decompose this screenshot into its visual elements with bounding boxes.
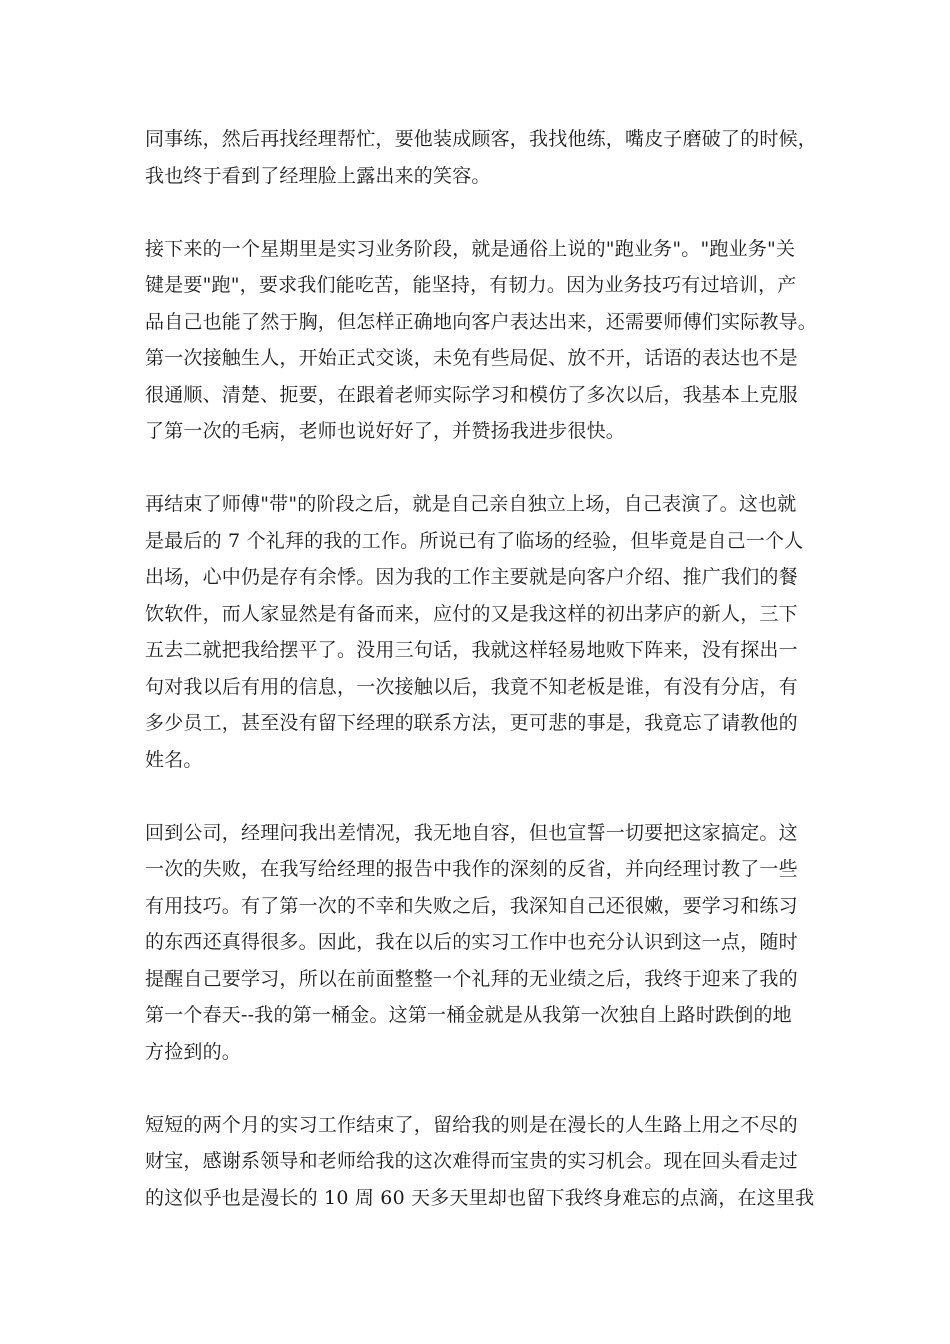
text-line: 了第一次的毛病，老师也说好好了，并赞扬我进步很快。 bbox=[145, 420, 626, 442]
paragraph-5 bbox=[145, 1107, 815, 1217]
text-line: 方捡到的。 bbox=[145, 1040, 242, 1063]
text-line: 姓名。 bbox=[145, 748, 203, 771]
text-line: 键是要"跑"，要求我们能吃苦，能坚持，有韧力。因为业务技巧有过培训，产 bbox=[145, 274, 797, 296]
text-line: 饮软件，而人家显然是有备而来，应付的又是我这样的初出茅庐的新人，三下 bbox=[145, 602, 798, 625]
text-line: 的东西还真得很多。因此，我在以后的实习工作中也充分认识到这一点，随时 bbox=[145, 931, 798, 953]
text-line: 一次的失败，在我写给经理的报告中我作的深刻的反省，并向经理讨教了一些 bbox=[145, 858, 798, 880]
text-line: 再结束了师傅"带"的阶段之后，就是自己亲自独立上场，自己表演了。这也就 bbox=[145, 493, 797, 515]
paragraph-1 bbox=[145, 121, 818, 194]
paragraph-2 bbox=[145, 231, 818, 450]
text-line: 回到公司，经理问我出差情况，我无地自容，但也宣誓一切要把这家搞定。这 bbox=[145, 821, 798, 844]
text-line: 多少员工，甚至没有留下经理的联系方法，更可悲的事是，我竟忘了请教他的 bbox=[145, 712, 798, 734]
text-line: 同事练，然后再找经理帮忙，要他装成顾客，我找他练，嘴皮子磨破了的时候， bbox=[145, 128, 818, 150]
document-body bbox=[145, 121, 818, 1253]
text-line: 品自己也能了然于胸，但怎样正确地向客户表达出来，还需要师傅们实际教导。 bbox=[145, 310, 818, 333]
text-line: 接下来的一个星期里是实习业务阶段，就是通俗上说的"跑业务"。"跑业务"关 bbox=[145, 237, 796, 260]
text-line: 短短的两个月的实习工作结束了，留给我的则是在漫长的人生路上用之不尽的 bbox=[145, 1113, 798, 1136]
text-line: 提醒自己要学习，所以在前面整整一个礼拜的无业绩之后，我终于迎来了我的 bbox=[145, 967, 798, 990]
text-line: 五去二就把我给摆平了。没用三句话，我就这样轻易地败下阵来，没有探出一 bbox=[145, 639, 798, 661]
text-line: 句对我以后有用的信息，一次接触以后，我竟不知老板是谁，有没有分店，有 bbox=[145, 675, 798, 698]
text-line: 第一个春天--我的第一桶金。这第一桶金就是从我第一次独自上路时跌倒的地 bbox=[145, 1004, 792, 1026]
paragraph-3 bbox=[145, 486, 805, 778]
text-line: 很通顺、清楚、扼要，在跟着老师实际学习和模仿了多次以后，我基本上克服 bbox=[145, 383, 798, 406]
paragraph-4 bbox=[145, 815, 805, 1071]
text-line: 我也终于看到了经理脸上露出来的笑容。 bbox=[145, 164, 491, 187]
text-line: 出场，心中仍是存有余悸。因为我的工作主要就是向客户介绍、推广我们的餐 bbox=[145, 566, 798, 588]
text-line: 有用技巧。有了第一次的不幸和失败之后，我深知自己还很嫩，要学习和练习 bbox=[145, 894, 798, 917]
text-line: 财宝，感谢系领导和老师给我的这次难得而宝贵的实习机会。现在回头看走过 bbox=[145, 1150, 798, 1172]
text-line: 是最后的 7 个礼拜的我的工作。所说已有了临场的经验，但毕竟是自己一个人 bbox=[145, 529, 804, 552]
text-line: 第一次接触生人，开始正式交谈，未免有些局促、放不开，话语的表达也不是 bbox=[145, 347, 798, 369]
text-line: 的这似乎也是漫长的 10 周 60 天多天里却也留下我终身难忘的点滴，在这里我 bbox=[145, 1186, 815, 1209]
